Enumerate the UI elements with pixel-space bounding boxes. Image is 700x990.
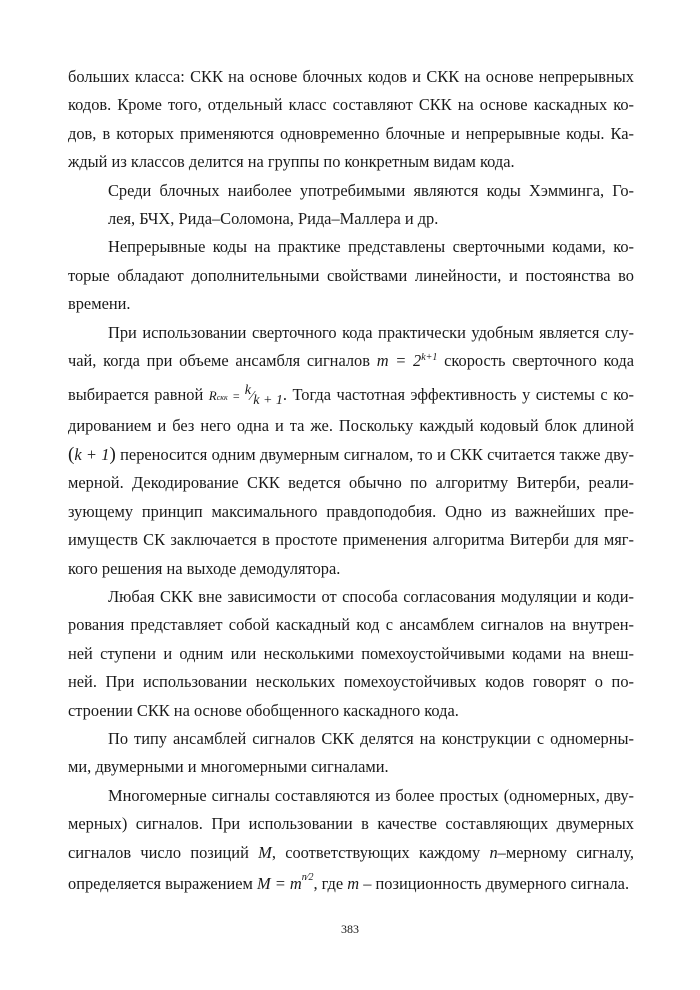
text-fragment: –мерному сигналу, [497,842,634,862]
text-fragment: – позиционность двумерного сигнала. [363,873,630,893]
formula-k-plus-1: k + 1 [74,444,110,464]
text-line: (k + 1) переносится одним двумерным сигналом, то и СКК считается также дву- [68,443,634,465]
text-fragment: скорость сверточного кода [444,351,634,371]
text-line [68,867,634,901]
text-line: Многомерные сигналы составляются из более простых (одномерных, дву- [108,785,634,805]
formula-n: n [489,842,498,862]
text-line: торые обладают дополнительными свойствами линейности, и постоянства во [68,265,634,285]
paragraph [68,233,634,318]
text-line: дов, в которых применяются одновременно блочные и непрерывные коды. Ка- [68,123,634,143]
page-number: 383 [341,922,359,936]
paragraph [68,583,634,725]
text-line: ней. При использовании нескольких помехоустойчивых кодов говорят о по- [68,672,634,692]
text-fragment: определяется выражением [68,873,253,893]
text-line: мерных) сигналов. При использовании в качестве составляющих двумерных [68,814,634,834]
text-line [68,378,634,412]
text-line: строении СКК на основе обобщенного каскадного кода. [68,700,459,720]
text-line: ми, двумерными и многомерными сигналами. [68,757,389,777]
text-line: времени. [68,294,131,314]
text-fragment: . Тогда частотная эффективность у системы с ко- [282,385,634,405]
paragraph [68,63,634,177]
text-line: зующему принцип максимального правдоподобия. Одно из важнейших пре- [68,501,634,521]
formula-rate: Rскк = k⁄k + 1 [208,383,283,409]
text-line: Любая СКК вне зависимости от способа согласования модуляции и коди- [108,586,634,606]
text-line: имуществ СК заключается в простоте применения алгоритма Витерби для мяг- [68,530,634,550]
formula-M: M [258,842,272,862]
text-line: ней ступени и одним или несколькими помехоустойчивыми кодами на внеш- [68,643,634,663]
text-line: кодов. Кроме того, отдельный класс составляют СКК на основе каскадных ко- [68,95,634,115]
text-fragment: , соответствующих каждому [271,842,481,862]
text-fragment: выбирается равной [68,385,204,405]
text-line: дированием и без него одна и та же. Поскольку каждый кодовый блок длиной [68,416,634,436]
text-line: ждый из классов делится на группы по конкретным видам кода. [68,152,515,172]
text-line: рования представляет собой каскадный код с ансамблем сигналов на внутрен- [68,615,634,635]
text-fragment: переносится одним двумерным сигналом, то и СКК считается также дву- [120,444,634,464]
text-line: Среди блочных наиболее употребимыми являются коды Хэмминга, Го- [108,180,634,200]
paragraph [68,177,634,234]
formula-m-eq: $m = 2^{k+1}$ [376,351,438,371]
text-fragment: сигналов число позиций [68,842,249,862]
body-text [68,63,634,901]
paragraph [68,782,634,901]
text-fragment: чай, когда при объеме ансамбля сигналов [68,351,370,371]
text-line: По типу ансамблей сигналов СКК делятся на конструкции с одномерны- [108,728,634,748]
text-line [68,347,634,378]
text-line: лея, БЧХ, Рида–Соломона, Рида–Маллера и др. [108,209,439,229]
text-line: мерной. Декодирование СКК ведется обычно по алгоритму Витерби, реали- [68,473,634,493]
text-line: При использовании сверточного кода практически удобным является слу- [108,322,634,342]
text-line: больших класса: СКК на основе блочных кодов и СКК на основе непрерывных [68,67,634,86]
formula-m: m [347,873,360,893]
paragraph [68,319,634,583]
text-fragment: , где [313,873,344,893]
text-line [68,839,634,867]
formula-M-eq: $M = m^{n⁄2}$ [257,871,314,893]
text-line: Непрерывные коды на практике представлены сверточными кодами, ко- [108,237,634,257]
paragraph [68,725,634,782]
text-line: кого решения на выходе демодулятора. [68,558,341,578]
